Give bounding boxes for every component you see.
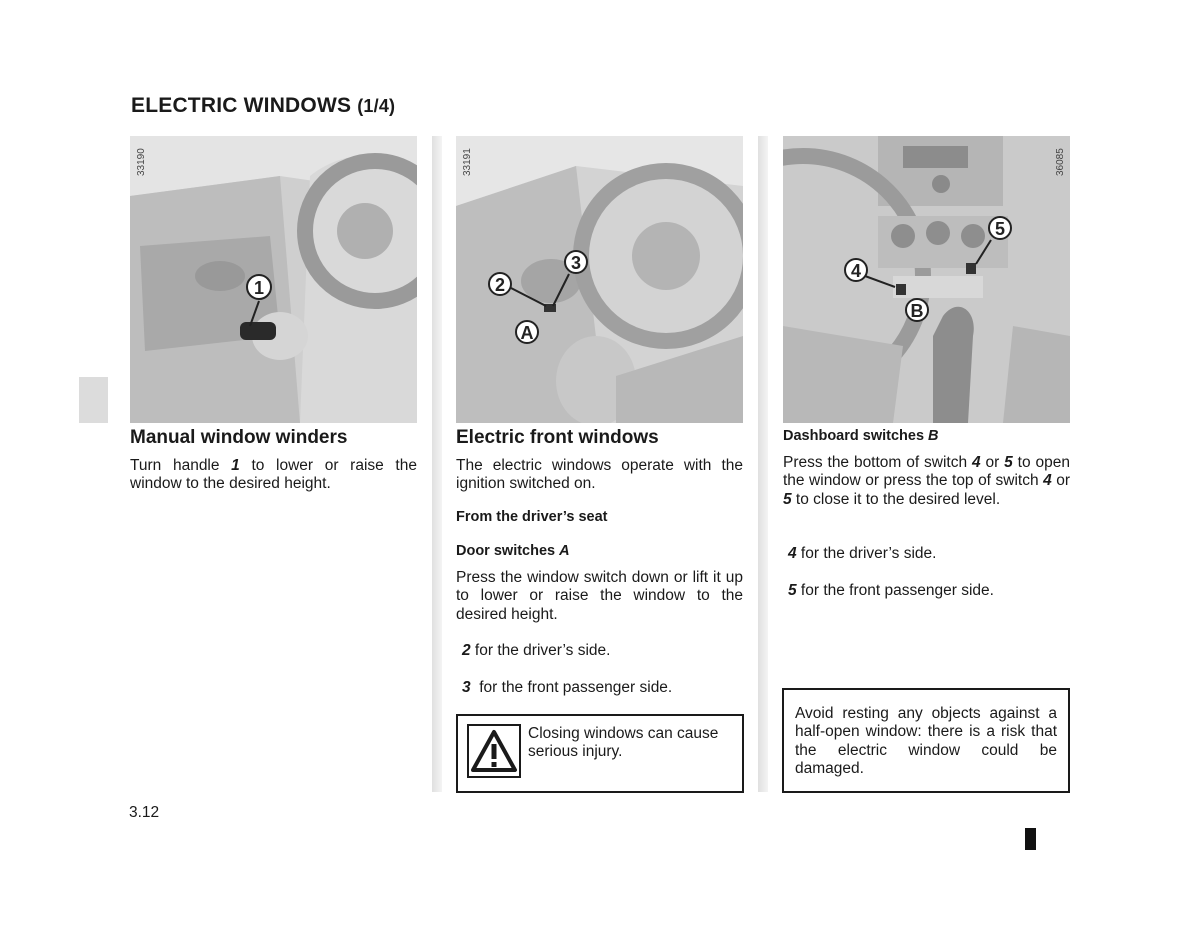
section-tab [79, 377, 108, 423]
photo-manual-winder [130, 136, 417, 423]
note-box [782, 688, 1070, 793]
column-divider-left [432, 136, 442, 792]
warning-triangle-icon [467, 724, 521, 778]
page-number: 3.12 [129, 804, 160, 821]
paragraph-intro: The electric windows operate with the ignition switched on. [456, 457, 743, 493]
warning-box [456, 714, 744, 793]
paragraph-manual-winders: Turn handle 1 to lower or raise the window to the desired height. [130, 457, 417, 493]
photo-number: 33190 [136, 148, 147, 176]
photo-label-a: A [520, 323, 534, 343]
photo-label-2: 2 [494, 275, 506, 295]
warning-text: Closing windows can cause serious injury. [528, 725, 719, 761]
paragraph-dashboard-instruction: Press the bottom of switch 4 or 5 to open the window or press the top of switch 4 or 5 to close it to the desired level. [783, 454, 1070, 508]
photo-door-switches [456, 136, 743, 423]
photo-dashboard-switches [783, 136, 1070, 423]
subheading-drivers-seat: From the driver’s seat [456, 509, 608, 525]
photo-label-1: 1 [253, 278, 265, 298]
subheading-dashboard-switches: Dashboard switches B [783, 428, 939, 444]
list-item: 4 for the driver’s side. [788, 545, 937, 562]
photo-number: 36085 [1055, 148, 1066, 176]
photo-label-3: 3 [570, 253, 582, 273]
paragraph-instruction: Press the window switch down or lift it up to lower or raise the window to the desired height. [456, 569, 743, 623]
list-item: 5 for the front passenger side. [788, 582, 994, 599]
heading-manual-window-winders: Manual window winders [130, 427, 348, 448]
list-item: 3 for the front passenger side. [462, 679, 673, 696]
subheading-door-switches: Door switches A [456, 543, 570, 559]
page-title: ELECTRIC WINDOWS (1/4) [131, 94, 396, 117]
column-divider-right [758, 136, 768, 792]
heading-electric-front-windows: Electric front windows [456, 427, 659, 448]
photo-number: 33191 [462, 148, 473, 176]
photo-label-b: B [910, 301, 924, 321]
photo-label-4: 4 [850, 261, 862, 281]
list-item: 2 for the driver’s side. [462, 642, 611, 659]
note-text: Avoid resting any objects against a half-open window: there is a risk that the electric window could be damaged. [795, 705, 1057, 777]
section-end-marker [1025, 828, 1036, 850]
photo-label-5: 5 [994, 219, 1006, 239]
